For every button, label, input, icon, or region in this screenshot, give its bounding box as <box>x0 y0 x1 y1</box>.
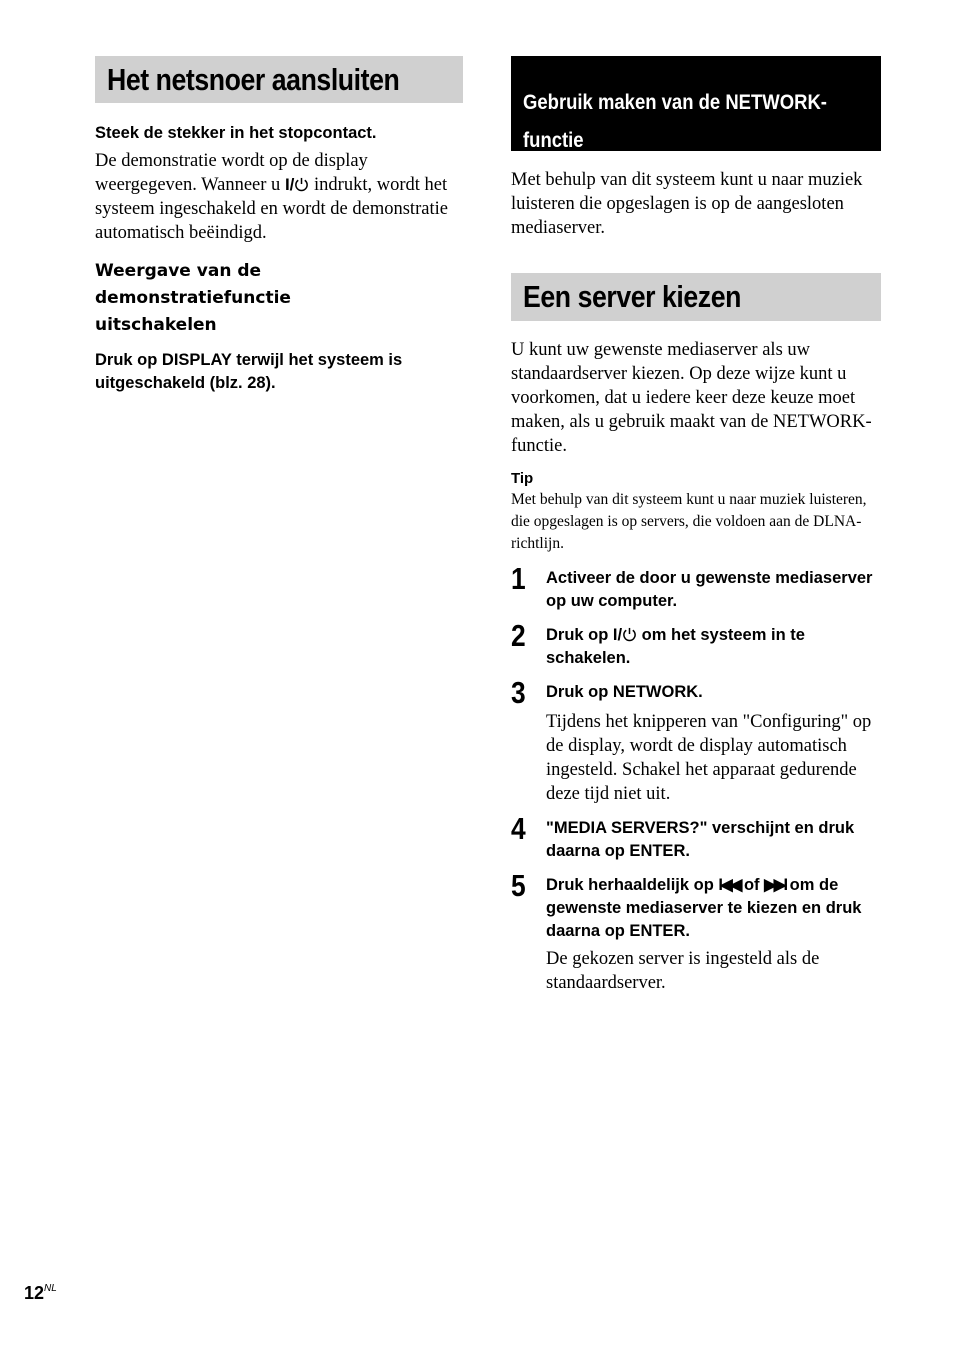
power-label: I/ <box>612 626 623 644</box>
step-number: 1 <box>511 561 526 596</box>
next-track-icon: ▶▶I <box>764 876 786 894</box>
step-text: "MEDIA SERVERS?" verschijnt en druk daarna op ENTER. <box>546 819 855 860</box>
subheading-demo-off: Weergave van de demonstratiefunctie uitschakelen <box>95 261 291 335</box>
step-1 <box>511 561 881 613</box>
step-number: 5 <box>511 868 526 903</box>
step-detail: Tijdens het knipperen van "Configuring" op de display, wordt de display automatisch ingesteld. Schakel het apparaat gedurende deze tijd niet uit. <box>546 712 872 804</box>
instruction-display: Druk op DISPLAY terwijl het systeem is uitgeschakeld (blz. 28). <box>95 351 403 392</box>
language-code: NL <box>44 1283 57 1294</box>
step-text: Druk herhaaldelijk op I◀◀ of ▶▶I om de gewenste mediaserver te kiezen en druk daarna op ENTER. <box>546 876 862 940</box>
page-number: $12^{NL}$ <box>24 1283 57 1303</box>
previous-track-icon: I◀◀ <box>718 876 740 894</box>
section-heading-power-cord: Het netsnoer aansluiten <box>95 56 463 103</box>
step-detail: De gekozen server is ingesteld als de standaardserver. <box>546 949 820 993</box>
step-4 <box>511 811 881 863</box>
step-number: 4 <box>511 811 526 846</box>
power-icon <box>622 627 637 642</box>
step-5 <box>511 868 881 995</box>
step-3 <box>511 675 881 806</box>
server-paragraph: U kunt uw gewenste mediaserver als uw standaardserver kiezen. Op deze wijze kunt u voorkomen, dat u iedere keer deze keuze moet maken, als u gebruik maakt van de NETWORK-functie. <box>511 340 872 456</box>
tip-text: Met behulp van dit systeem kunt u naar muziek luisteren, die opgeslagen is op servers, die voldoen aan de DLNA-richtlijn. <box>511 491 867 552</box>
step-text: Druk op NETWORK. <box>546 683 703 701</box>
left-column <box>95 56 463 395</box>
section-heading-network: Gebruik maken van de NETWORK-functie <box>511 56 881 151</box>
step-2 <box>511 618 881 670</box>
network-paragraph: Met behulp van dit systeem kunt u naar muziek luisteren die opgeslagen is op de aangesloten mediaserver. <box>511 170 863 238</box>
tip-label: Tip <box>511 470 534 487</box>
step-text: Activeer de door u gewenste mediaserver op uw computer. <box>546 569 873 610</box>
step-number: 3 <box>511 675 526 710</box>
demo-paragraph: De demonstratie wordt op de display weergegeven. Wanneer u I/ indrukt, wordt het systeem ingeschakeld en wordt de demonstratie automatisch beëindigd. <box>95 151 448 243</box>
section-heading-server: Een server kiezen <box>511 273 881 321</box>
step-number: 2 <box>511 618 526 653</box>
power-icon <box>294 177 309 192</box>
instruction-plug-in: Steek de stekker in het stopcontact. <box>95 124 377 142</box>
power-label: I/ <box>284 175 295 194</box>
right-column <box>511 56 881 995</box>
step-text: Druk op I/ om het systeem in te schakelen. <box>546 626 805 667</box>
